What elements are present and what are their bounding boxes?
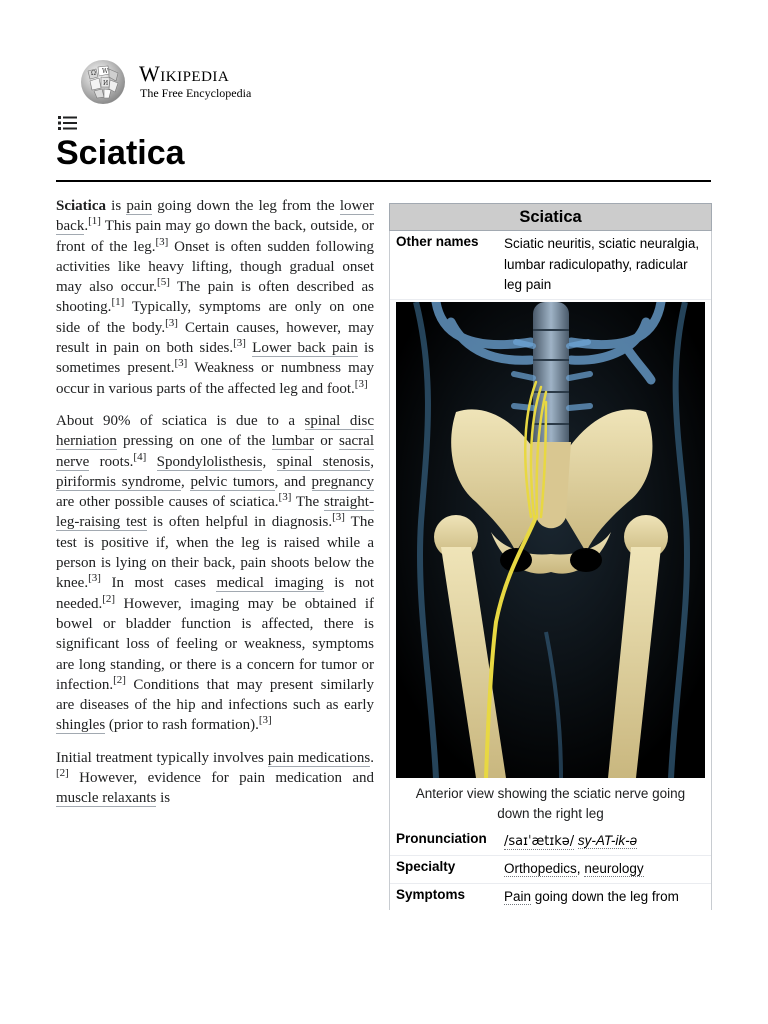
link-orthopedics[interactable]: Orthopedics bbox=[504, 861, 577, 876]
citation[interactable]: [3] bbox=[354, 377, 368, 390]
paragraph-intro: Sciatica is pain going down the leg from the lower back.[1] This pain may go down the back, outside, or front of the leg.[3] Onset is often sudden following activities like heavy lifting, though gradual onset may also occur.[5] The pain is often described as shooting.[1] Typically, symptoms are only on one side of the body.[3] Certain causes, however, may result in pain on both sides.[3] Lower back pain is sometimes present.[3] Weakness or numbness may occur in various parts of the affected leg and foot.[3] bbox=[56, 198, 374, 397]
link-neurology[interactable]: neurology bbox=[584, 861, 644, 876]
infobox-label: Pronunciation bbox=[396, 830, 487, 846]
citation[interactable]: [3] bbox=[155, 235, 169, 248]
citation[interactable]: [5] bbox=[157, 276, 170, 289]
link-pelvic-tumors[interactable]: pelvic tumors bbox=[190, 473, 275, 490]
citation[interactable]: [3] bbox=[174, 357, 188, 370]
infobox-label: Specialty bbox=[396, 859, 456, 874]
infobox-title: Sciatica bbox=[389, 203, 712, 231]
infobox-label: Other names bbox=[396, 234, 479, 249]
infobox-value: Pain going down the leg from bbox=[504, 888, 679, 904]
page-title: Sciatica bbox=[56, 134, 185, 172]
infobox-row-other-names bbox=[390, 231, 711, 300]
pronunciation-ipa[interactable]: /saɪˈætɪkə/ bbox=[504, 833, 575, 849]
link-lower-back[interactable]: lower back bbox=[56, 198, 374, 235]
pronunciation-respelling[interactable]: sy-AT-ik-ə bbox=[577, 832, 638, 848]
wikipedia-wordmark[interactable]: Wikipedia bbox=[139, 61, 230, 86]
infobox-label: Symptoms bbox=[396, 886, 466, 902]
link-lumbar[interactable]: lumbar bbox=[271, 433, 315, 450]
link-shingles[interactable]: shingles bbox=[56, 717, 106, 734]
infobox-value bbox=[500, 828, 711, 856]
svg-text:И: И bbox=[103, 80, 109, 87]
link-spondylolisthesis[interactable]: Spondylolisthesis bbox=[156, 453, 263, 470]
citation[interactable]: [2] bbox=[113, 673, 126, 686]
citation[interactable]: [3] bbox=[165, 316, 178, 329]
citation[interactable]: [2] bbox=[102, 592, 116, 605]
citation[interactable]: [2] bbox=[56, 767, 69, 780]
link-pregnancy[interactable]: pregnancy bbox=[311, 473, 374, 490]
link-pain-medications[interactable]: pain medications bbox=[267, 749, 371, 766]
citation[interactable]: [3] bbox=[88, 572, 101, 585]
link-pain[interactable]: pain bbox=[126, 198, 153, 214]
article-body bbox=[56, 196, 374, 821]
citation[interactable]: [3] bbox=[258, 714, 272, 727]
infobox-row-pronunciation bbox=[390, 828, 711, 857]
title-divider bbox=[56, 180, 711, 182]
svg-text:W: W bbox=[102, 68, 109, 75]
link-spinal-disc-herniation[interactable]: spinal disc herniation bbox=[56, 412, 374, 450]
link-lower-back-pain[interactable]: Lower back pain bbox=[252, 340, 358, 357]
citation[interactable]: [3] bbox=[278, 491, 292, 504]
link-muscle-relaxants[interactable]: muscle relaxants bbox=[56, 790, 157, 807]
link-sacral-nerve[interactable]: sacral nerve bbox=[56, 433, 374, 470]
link-piriformis-syndrome[interactable]: piriformis syndrome bbox=[56, 473, 181, 490]
citation[interactable]: [3] bbox=[332, 511, 345, 524]
infobox-row-symptoms bbox=[390, 884, 711, 911]
infobox-value: Sciatic neuritis, sciatic neuralgia, lumbar radiculopathy, radicular leg pain bbox=[504, 236, 700, 292]
image-caption: Anterior view showing the sciatic nerve going down the right leg bbox=[390, 778, 711, 828]
sciatic-nerve-illustration[interactable] bbox=[390, 300, 711, 778]
infobox bbox=[389, 203, 712, 910]
link-medical-imaging[interactable]: medical imaging bbox=[216, 575, 324, 592]
paragraph-treatment: Initial treatment typically involves pain medications.[2] However, evidence for pain medication and muscle relaxants is bbox=[56, 749, 374, 807]
paragraph-causes: About 90% of sciatica is due to a spinal disc herniation pressing on one of the lumbar or sacral nerve roots.[4] Spondylolisthesis, spinal stenosis, piriformis syndrome, pelvic tumors, and pregnancy are other possible causes of sciatica.[3] The straight-leg-raising test is often helpful in diagnosis.[3] The test is positive if, when the leg is raised while a person is lying on their back, pain shoots below the knee.[3] In most cases medical imaging is not needed.[2] However, imaging may be obtained if bowel or bladder function is affected, there is significant loss of feeling or weakness, symptoms are long standing, or there is a concern for tumor or infection.[2] Conditions that may present similarly are diseases of the hip and infections such as early shingles (prior to rash formation).[3] bbox=[56, 412, 375, 734]
infobox-value: Orthopedics, neurology bbox=[504, 861, 644, 876]
term-sciatica: Sciatica bbox=[56, 198, 106, 214]
citation[interactable]: [1] bbox=[88, 215, 101, 228]
citation[interactable]: [3] bbox=[233, 337, 246, 350]
wikipedia-globe-icon[interactable] bbox=[78, 59, 128, 105]
table-of-contents-icon[interactable] bbox=[57, 114, 79, 132]
infobox-row-specialty bbox=[390, 856, 711, 884]
link-pain[interactable]: Pain bbox=[504, 888, 532, 904]
link-straight-leg-raising-test[interactable]: straight-leg-raising test bbox=[56, 494, 374, 531]
link-spinal-stenosis[interactable]: spinal stenosis bbox=[276, 453, 371, 470]
wikipedia-tagline: The Free Encyclopedia bbox=[140, 86, 252, 100]
svg-text:Ω: Ω bbox=[91, 70, 96, 77]
citation[interactable]: [1] bbox=[111, 296, 125, 309]
citation[interactable]: [4] bbox=[133, 450, 147, 463]
